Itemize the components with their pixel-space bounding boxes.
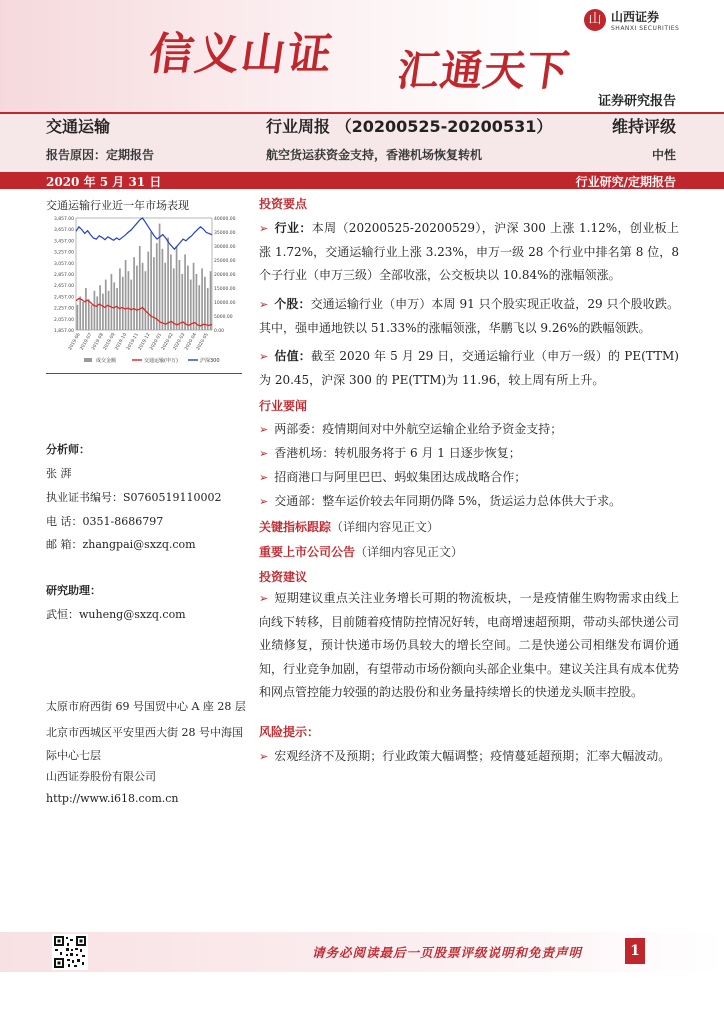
slogan-part2: 汇通天下	[394, 46, 574, 95]
analyst-heading: 分析师：	[46, 443, 90, 456]
volume-bar	[102, 294, 104, 330]
right-tick-label: 15000.00	[214, 287, 236, 292]
right-tick-label: 25000.00	[214, 259, 236, 264]
left-tick-label: 1,857.00	[53, 329, 74, 334]
x-tick-label: 2020-02	[161, 332, 175, 352]
volume-bar	[96, 296, 98, 330]
bullet-arrow-icon: ➢	[259, 298, 269, 311]
x-tick-label: 2019-10	[114, 332, 129, 352]
point-industry: ➢ 行业：本周（20200525-20200529），沪深 300 上涨 1.12%，创业板上涨 1.72%，交通运输行业上涨 3.23%，申万一级 28 个行业中排名第 8 位，8 个子行业（申万三级）全部收涨，公交板块以 10.84%的涨幅领涨。	[259, 221, 679, 282]
company-website[interactable]: http://www.i618.com.cn	[46, 792, 179, 805]
volume-bar	[130, 280, 132, 330]
x-tick-label: 2019-06	[67, 332, 82, 352]
bullet-arrow-icon: ➢	[259, 471, 269, 484]
volume-bar	[122, 277, 124, 330]
volume-bar	[207, 288, 209, 330]
rating-label: 维持评级	[611, 117, 676, 136]
right-tick-label: 10000.00	[214, 301, 236, 306]
bullet-arrow-icon: ➢	[259, 592, 269, 605]
bullet-arrow-icon: ➢	[259, 447, 269, 460]
x-tick-label: 2019-11	[126, 332, 140, 352]
x-tick-label: 2019-12	[137, 332, 152, 352]
volume-bar	[190, 280, 192, 330]
company-name: 山西证券股份有限公司	[46, 770, 156, 783]
volume-bar	[79, 296, 81, 330]
volume-bar	[167, 238, 169, 330]
volume-bar	[105, 280, 107, 330]
volume-bar	[170, 254, 172, 330]
report-subtitle: 航空货运获资金支持，香港机场恢复转机	[266, 148, 483, 162]
logo-icon: 山	[584, 9, 606, 31]
volume-bar	[198, 285, 200, 330]
x-tick-label: 2020-05	[195, 332, 210, 352]
x-tick-label: 2019-09	[102, 332, 117, 352]
risk-text: ➢ 宏观经济不及预期；行业政策大幅调整；疫情蔓延超预期；汇率大幅波动。	[259, 749, 671, 763]
volume-bar	[139, 246, 141, 330]
assistant-heading: 研究助理：	[46, 584, 101, 597]
volume-bar	[91, 305, 93, 330]
rating-value: 中性	[651, 148, 676, 162]
section-risk: 风险提示：	[259, 725, 320, 739]
volume-bar	[184, 254, 186, 330]
left-tick-label: 3,857.00	[53, 217, 74, 222]
left-tick-label: 3,257.00	[53, 250, 74, 256]
volume-bar	[111, 274, 113, 330]
analyst-email[interactable]: 邮 箱：zhangpai@sxzq.com	[46, 538, 196, 551]
volume-bar	[116, 288, 118, 330]
volume-bar	[142, 263, 144, 330]
left-tick-label: 2,857.00	[53, 273, 74, 278]
right-tick-label: 20000.00	[214, 273, 236, 278]
volume-bar	[164, 263, 166, 330]
section-key-points: 投资要点	[259, 197, 308, 211]
assistant-contact[interactable]: 武恒：wuheng@sxzq.com	[46, 608, 186, 621]
section-news: 行业要闻	[259, 399, 308, 413]
left-tick-label: 3,457.00	[53, 239, 74, 245]
volume-bar	[125, 260, 127, 330]
x-tick-label: 2020-04	[184, 332, 199, 352]
volume-bar	[156, 243, 158, 330]
advice-text: ➢ 短期建议重点关注业务增长可期的物流板块，一是疫情催生购物需求由线上向线下转移，目前随着疫情防控情况好转，电商增速超预期，带动头部快递公司业绩修复，预计快递市场仍具较大的增长空间。二是快递公司相继发布调价通知，行业竞争加剧，有望带动市场份额向头部企业集中。建议关注具有成本优势和网点管控能力较强的韵达股份和业务量持续增长的快递龙头顺丰控股。	[259, 591, 680, 699]
industry-name: 交通运输	[46, 117, 111, 136]
x-tick-label: 2020-01	[149, 332, 164, 352]
legend-label: 交通运输(申万)	[144, 358, 178, 364]
legend-label: 成交金额	[96, 358, 117, 364]
volume-bar	[210, 271, 212, 330]
volume-bar	[201, 268, 203, 330]
logo-name: 山西证券	[611, 10, 660, 24]
report-title: 行业周报 （20200525-20200531）	[266, 117, 553, 136]
section-indicators: 关键指标跟踪（详细内容见正文）	[259, 520, 440, 534]
volume-bar	[145, 271, 147, 330]
right-tick-label: 5000.00	[214, 315, 233, 320]
section-advice: 投资建议	[259, 570, 308, 584]
volume-bar	[176, 246, 178, 330]
volume-bar	[136, 266, 138, 330]
bullet-arrow-icon: ➢	[259, 350, 269, 363]
volume-bar	[173, 268, 175, 330]
news-item: ➢ 两部委：疫情期间对中外航空运输企业给予资金支持；	[259, 422, 563, 436]
bullet-arrow-icon: ➢	[259, 750, 269, 763]
logo-english: SHANXI SECURITIES	[611, 25, 680, 32]
chart-title: 交通运输行业近一年市场表现	[46, 199, 189, 212]
volume-bar	[153, 257, 155, 330]
left-tick-label: 3,057.00	[53, 261, 74, 267]
right-tick-label: 30000.00	[214, 245, 236, 250]
analyst-phone: 电 话：0351-8686797	[46, 515, 164, 528]
volume-bar	[193, 263, 195, 330]
analyst-name: 张 湃	[46, 467, 72, 480]
right-tick-label: 40000.00	[214, 217, 236, 222]
company-logo	[584, 8, 679, 32]
volume-bar	[204, 277, 206, 330]
point-stocks: ➢ 个股：交通运输行业（申万）本周 91 只个股实现正收益，29 只个股收跌。其中，强申通地铁以 51.33%的涨幅领涨，华鹏飞以 9.26%的跌幅领跌。	[259, 297, 679, 335]
x-tick-label: 2019-08	[91, 332, 106, 352]
report-type: 证券研究报告	[597, 94, 676, 109]
news-item: ➢ 香港机场：转机服务将于 6 月 1 日逐步恢复；	[259, 446, 521, 460]
news-item: ➢ 招商港口与阿里巴巴、蚂蚁集团达成战略合作；	[259, 470, 527, 484]
qr-code-icon	[52, 934, 88, 970]
section-announcements: 重要上市公司公告（详细内容见正文）	[259, 545, 464, 559]
left-tick-label: 2,657.00	[53, 284, 74, 290]
point-valuation: ➢ 估值：截至 2020 年 5 月 29 日，交通运输行业（申万一级）的 PE(TTM)为 20.45，沪深 300 的 PE(TTM)为 11.96，较上周有所上升。	[259, 349, 679, 387]
volume-bar	[85, 288, 87, 330]
volume-bar	[88, 299, 90, 330]
left-tick-label: 2,057.00	[53, 317, 74, 323]
volume-bar	[133, 257, 135, 330]
volume-bar	[108, 291, 110, 330]
right-tick-label: 35000.00	[214, 231, 236, 236]
report-date: 2020 年 5 月 31 日	[46, 175, 162, 189]
volume-bar	[82, 302, 84, 330]
volume-bar	[77, 305, 79, 330]
analyst-cert: 执业证书编号：S0760519110002	[46, 491, 222, 504]
market-chart	[40, 212, 246, 370]
left-tick-label: 3,657.00	[53, 228, 74, 234]
x-tick-label: 2020-03	[172, 332, 187, 352]
volume-bar	[196, 274, 198, 330]
bullet-arrow-icon: ➢	[259, 495, 269, 508]
report-reason: 报告原因：定期报告	[46, 148, 155, 162]
volume-bar	[179, 260, 181, 330]
volume-bar	[113, 282, 115, 330]
volume-bar	[119, 268, 121, 330]
page-number: 1	[625, 938, 645, 964]
slogan-part1: 信义山证	[145, 29, 337, 80]
legend-swatch	[84, 358, 92, 362]
address-beijing: 北京市西城区平安里西大街 28 号中海国际中心七层	[46, 726, 243, 762]
divider	[46, 373, 242, 374]
volume-bar	[159, 224, 161, 330]
volume-bar	[99, 285, 101, 330]
volume-bar	[187, 266, 189, 330]
legend-label: 沪深300	[200, 358, 220, 364]
bullet-arrow-icon: ➢	[259, 222, 269, 235]
news-item: ➢ 交通部：整车运价较去年同期仍降 5%，货运运力总体供大于求。	[259, 494, 622, 508]
volume-bar	[147, 252, 149, 330]
volume-bar	[128, 271, 130, 330]
disclaimer-note: 请务必阅读最后一页股票评级说明和免责声明	[312, 945, 583, 960]
volume-bar	[94, 291, 96, 330]
left-tick-label: 2,457.00	[53, 295, 74, 301]
report-category: 行业研究/定期报告	[575, 175, 676, 189]
right-tick-label: 0.00	[214, 329, 225, 334]
left-tick-label: 2,257.00	[53, 306, 74, 312]
address-taiyuan: 太原市府西街 69 号国贸中心 A 座 28 层	[46, 700, 246, 713]
x-tick-label: 2019-07	[79, 332, 94, 352]
bullet-arrow-icon: ➢	[259, 423, 269, 436]
volume-bar	[162, 249, 164, 330]
